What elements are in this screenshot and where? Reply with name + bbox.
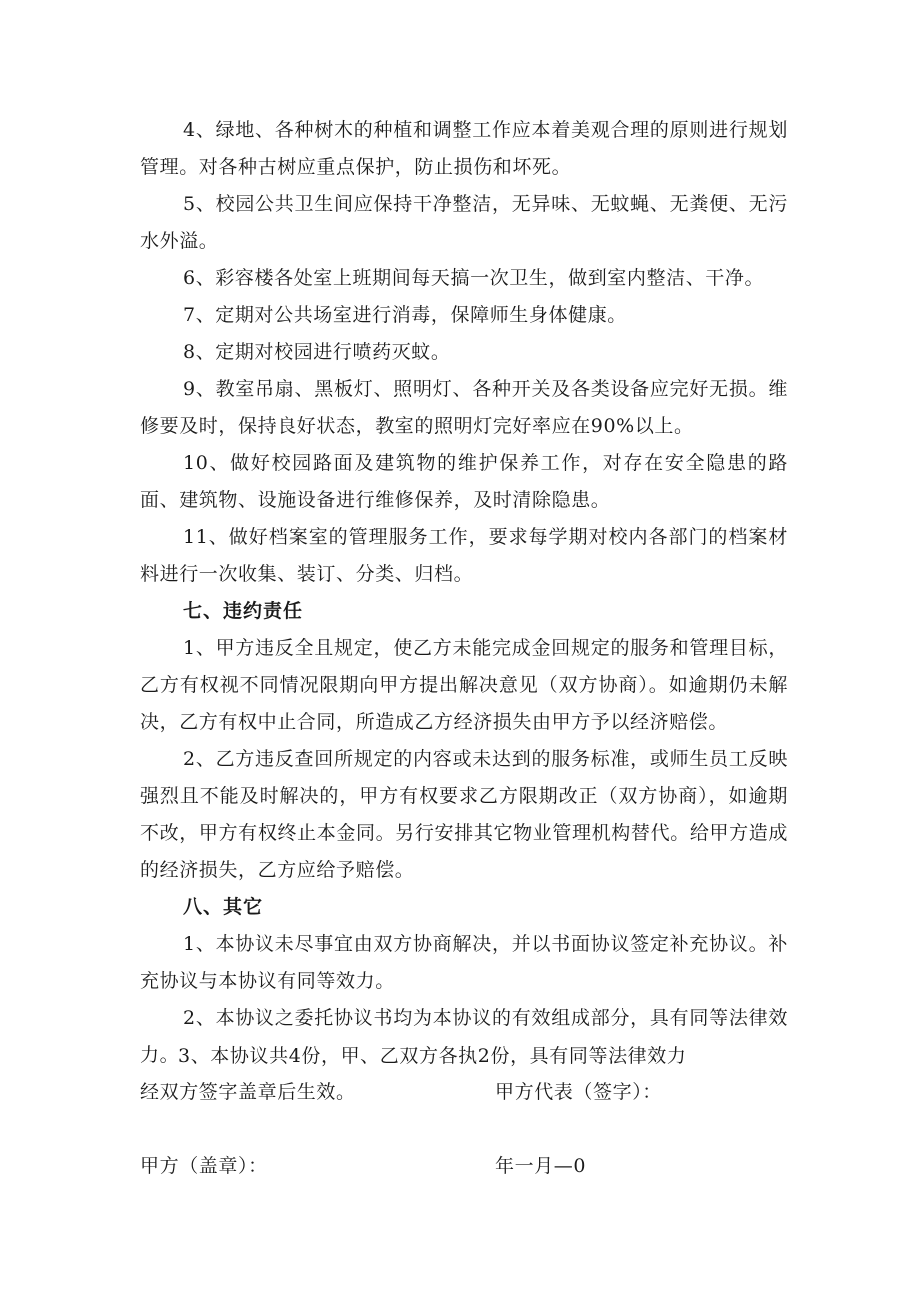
party-a-seal: 甲方（盖章）： [140, 1155, 268, 1177]
party-a-representative-signature: 甲方代表（签字）： [495, 1081, 662, 1103]
document-body [140, 112, 788, 1074]
clause-6-8: 8、定期对校园进行喷药灭蚊。 [183, 341, 451, 363]
clause-6-11: 11、做好档案室的管理服务工作，要求每学期对校内各部门的档案材料进行一次收集、装订、分类、归档。 [140, 526, 788, 585]
clause-8-2: 2、本协议之委托协议书均为本协议的有效组成部分，具有同等法律效力。 [140, 1007, 788, 1066]
clause-8-3: 3、本协议共4份，甲、乙双方各执2份，具有同等法律效力 [178, 1045, 687, 1067]
section-7-heading: 七、违约责任 [183, 600, 304, 622]
signature-date: 年一月—0 [495, 1155, 587, 1177]
clause-6-10: 10、做好校园路面及建筑物的维护保养工作，对存在安全隐患的路面、建筑物、设施设备进行维修保养，及时清除隐患。 [140, 452, 788, 511]
clause-7-1: 1、甲方违反全且规定，使乙方未能完成金回规定的服务和管理目标，乙方有权视不同情况限期向甲方提出解决意见（双方协商）。如逾期仍未解决，乙方有权中止合同，所造成乙方经济损失由甲方予以经济赔偿。 [140, 637, 788, 733]
effective-text: 经双方签字盖章后生效。 [140, 1081, 356, 1103]
clause-6-7: 7、定期对公共场室进行消毒，保障师生身体健康。 [183, 304, 627, 326]
clause-6-4: 4、绿地、各种树木的种植和调整工作应本着美观合理的原则进行规划管理。对各种古树应重点保护，防止损伤和坏死。 [140, 119, 788, 178]
clause-7-2: 2、乙方违反查回所规定的内容或未达到的服务标准，或师生员工反映强烈且不能及时解决的，甲方有权要求乙方限期改正（双方协商），如逾期不改，甲方有权终止本金同。另行安排其它物业管理机构替代。给甲方造成的经济损失，乙方应给予赔偿。 [140, 748, 788, 881]
clause-8-1: 1、本协议未尽事宜由双方协商解决，并以书面协议签定补充协议。补充协议与本协议有同等效力。 [140, 933, 788, 992]
clause-6-5: 5、校园公共卫生间应保持干净整洁，无异味、无蚊蝇、无粪便、无污水外溢。 [140, 193, 788, 252]
clause-6-6: 6、彩容楼各处室上班期间每天搞一次卫生，做到室内整洁、干净。 [183, 267, 765, 289]
section-8-heading: 八、其它 [183, 896, 264, 918]
clause-6-9: 9、教室吊扇、黑板灯、照明灯、各种开关及各类设备应完好无损。维修要及时，保持良好状态，教室的照明灯完好率应在90%以上。 [140, 378, 788, 437]
